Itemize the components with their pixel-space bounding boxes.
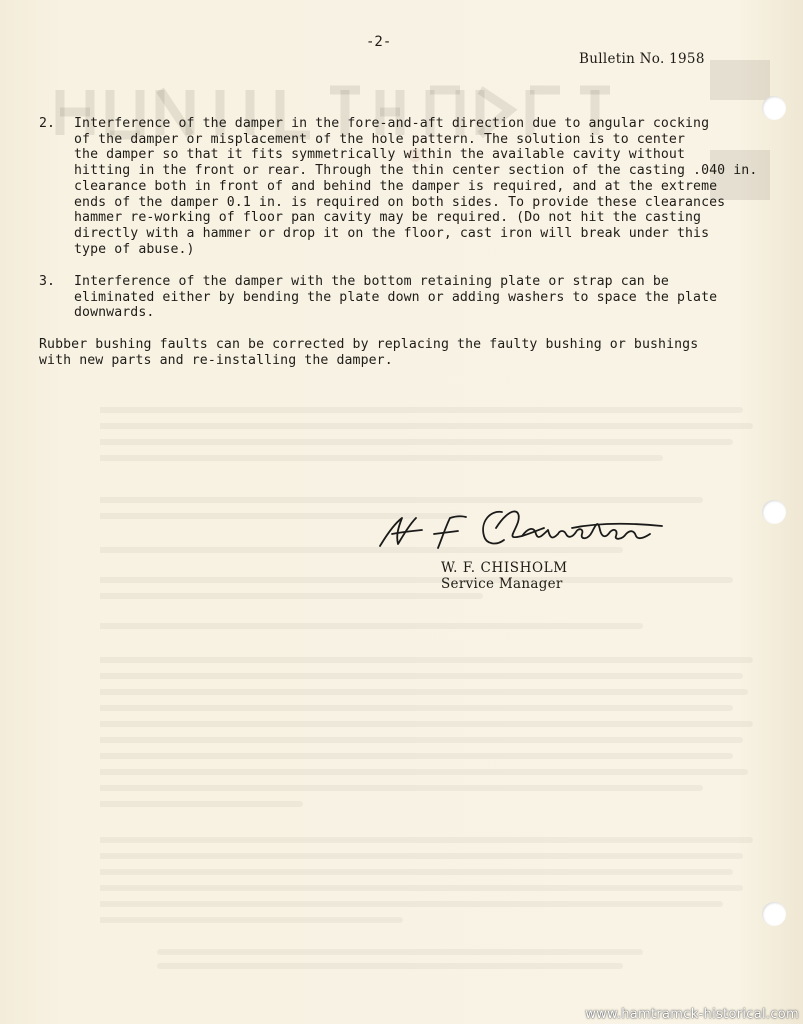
signer-name: W. F. CHISHOLM	[441, 560, 568, 576]
signer-title: Service Manager	[441, 576, 563, 592]
list-item-number: 2.	[39, 116, 56, 131]
text-line: clearance both in front of and behind the damper is required, and at the extreme	[74, 178, 718, 194]
text-line: ends of the damper 0.1 in. is required on both sides. To provide these clearances	[74, 194, 726, 210]
list-item-text	[74, 274, 754, 321]
text-line: type of abuse.)	[74, 241, 195, 257]
text-line: directly with a hammer or drop it on the floor, cast iron will break under this	[74, 225, 710, 241]
text-line: downwards.	[74, 305, 155, 321]
text-line: Rubber bushing faults can be corrected by replacing the faulty bushing or bushings	[39, 337, 699, 352]
text-line: hammer re-working of floor pan cavity may be required. (Do not hit the casting	[74, 210, 702, 226]
text-line: Interference of the damper with the bottom retaining plate or strap can be	[74, 274, 669, 289]
show-through-text	[100, 400, 760, 980]
list-item-text	[74, 116, 758, 257]
text-line: the damper so that it fits symmetrically within the available cavity without	[74, 147, 686, 163]
handwritten-signature	[372, 500, 672, 560]
text-line: of the damper or misplacement of the hole pattern. The solution is to center	[74, 131, 686, 147]
punch-hole	[762, 500, 786, 524]
list-item-number: 3.	[39, 274, 56, 289]
closing-paragraph	[39, 337, 698, 368]
text-line: Interference of the damper in the fore-and-aft direction due to angular cocking	[74, 116, 710, 131]
punch-hole	[762, 902, 786, 926]
site-watermark: www.hamtramck-historical.com	[585, 1007, 799, 1022]
page-number: -2-	[366, 34, 392, 50]
bulletin-number: Bulletin No. 1958	[579, 51, 705, 67]
text-line: with new parts and re-installing the damper.	[39, 352, 393, 368]
punch-hole	[762, 96, 786, 120]
text-line: eliminated either by bending the plate down or adding washers to space the plate	[74, 289, 718, 305]
text-line: hitting in the front or rear. Through the thin center section of the casting .040 in.	[74, 163, 758, 179]
